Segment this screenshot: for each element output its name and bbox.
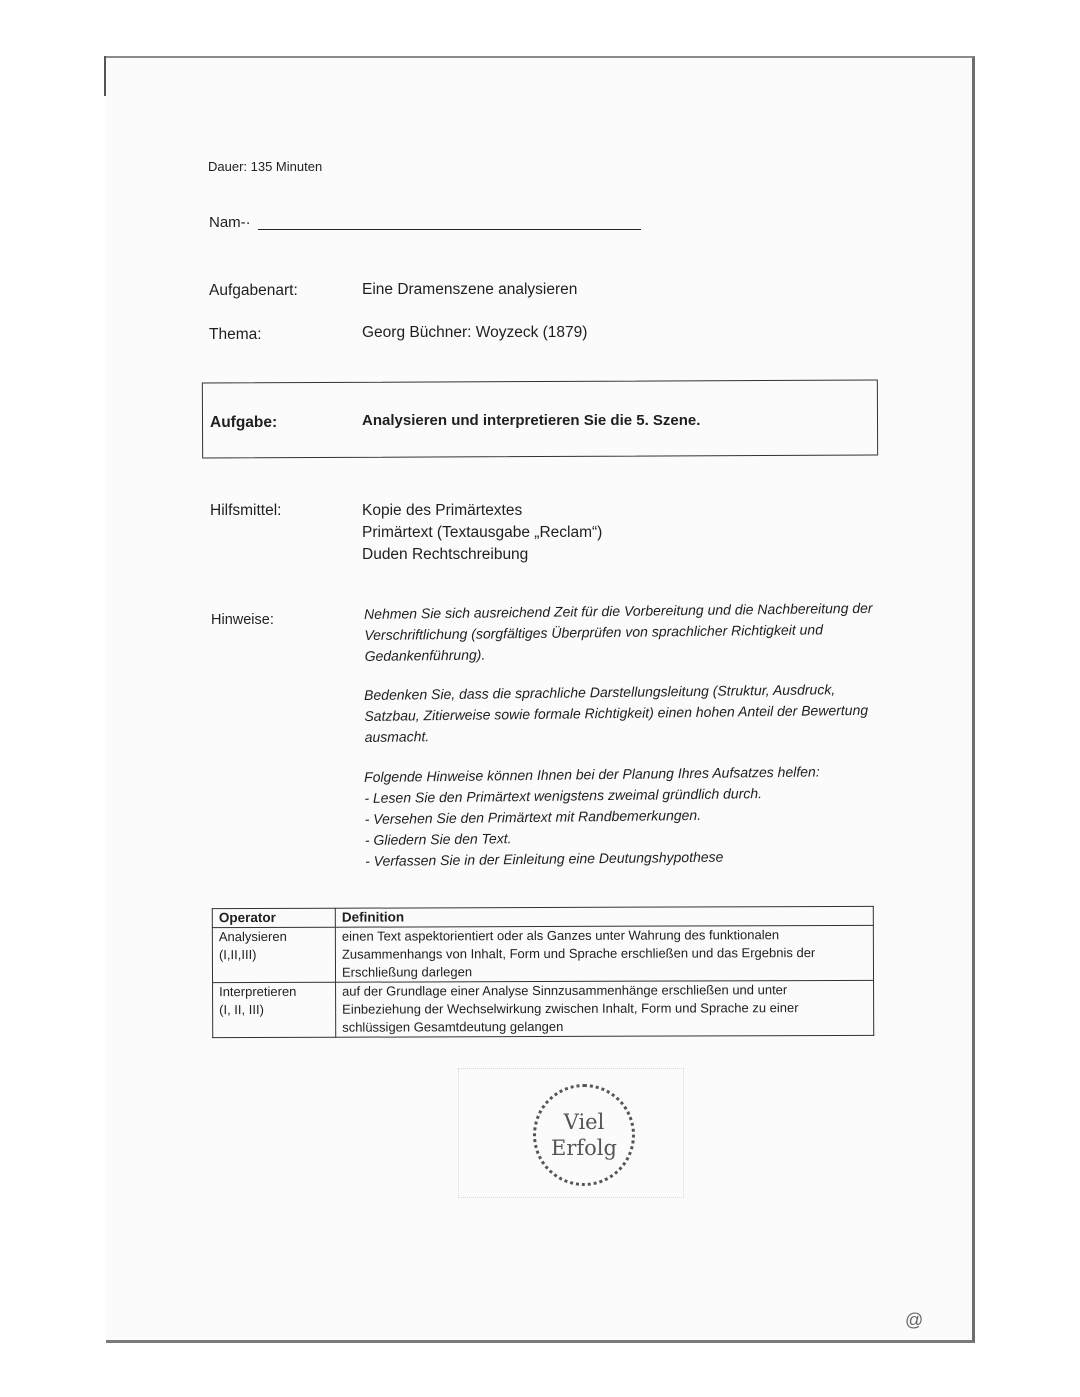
aids-item: Kopie des Primärtextes: [362, 502, 523, 519]
header-operator: Operator: [212, 908, 335, 927]
operator-levels: (I, II, III): [219, 1001, 264, 1018]
hints-intro: Folgende Hinweise können Ihnen bei der Planung Ihres Aufsatzes helfen:: [364, 763, 820, 785]
topic-value: Georg Büchner: Woyzeck (1879): [362, 324, 588, 341]
name-line: [258, 229, 641, 230]
operator-cell: [212, 927, 335, 982]
definition-cell: auf der Grundlage einer Analyse Sinnzusammenhänge erschließen und unter Einbeziehung der Wechselwirkung zwischen Inhalt, Form und Sprache zu einer schlüssigen Gesamtdeutung gelangen: [336, 980, 874, 1037]
task-label: Aufgabe:: [210, 414, 278, 431]
table-header-row: [212, 906, 873, 927]
hints-list-item: - Lesen Sie den Primärtext wenigstens zweimal gründlich durch.: [364, 785, 763, 806]
hints-text: Nehmen Sie sich ausreichend Zeit für die Vorbereitung und die Nachbereitung der Verschriftlichung (sorgfältiges Überprüfen von sprachlicher Richtigkeit und Gedankenführung).: [364, 599, 873, 664]
hints-paragraph-3: [364, 761, 875, 872]
hints-list-item: - Versehen Sie den Primärtext mit Randbemerkungen.: [364, 806, 702, 827]
definition-cell: einen Text aspektorientiert oder als Ganzes unter Wahrung des funktionalen Zusammenhangs von Inhalt, Form und Sprache erschließen und das Ergebnis der Erschließung darlegen: [335, 925, 873, 982]
table-row: [212, 925, 873, 982]
topic-label: Thema:: [209, 326, 262, 343]
task-text: Analysieren und interpretieren Sie die 5. Szene.: [362, 412, 701, 429]
operator-levels: (I,II,III): [218, 947, 257, 963]
operator-name: Interpretieren: [219, 983, 297, 1000]
aids-item: Duden Rechtschreibung: [362, 546, 529, 563]
duration-text: Dauer: 135 Minuten: [208, 159, 323, 174]
good-luck-stamp: [533, 1084, 635, 1186]
aids-item: Primärtext (Textausgabe „Reclam“): [362, 524, 603, 541]
operators-table: [212, 906, 874, 1038]
stamp-line-2: Erfolg: [551, 1136, 617, 1160]
operator-cell: [213, 982, 336, 1037]
hints-text: Bedenken Sie, dass die sprachliche Darstellungsleitung (Struktur, Ausdruck, Satzbau, Zitierweise sowie formale Richtigkeit) einen hohen Anteil der Bewertung ausmacht.: [364, 681, 869, 745]
hints-list-item: - Gliedern Sie den Text.: [364, 830, 512, 848]
header-definition: Definition: [335, 906, 873, 927]
aids-list: [362, 500, 602, 566]
table-row: [213, 980, 874, 1037]
hints-paragraph-1: [364, 598, 875, 667]
swirl-icon: @: [905, 1310, 924, 1330]
task-type-value: Eine Dramenszene analysieren: [362, 281, 578, 298]
task-type-label: Aufgabenart:: [209, 282, 298, 299]
name-label: Nam-·: [209, 214, 251, 231]
hints-list-item: - Verfassen Sie in der Einleitung eine Deutungshypothese: [365, 848, 724, 869]
operator-name: Analysieren: [218, 928, 287, 945]
hints-label: Hinweise:: [211, 612, 274, 628]
hints-paragraph-2: [364, 679, 875, 748]
aids-label: Hilfsmittel:: [210, 502, 282, 519]
stamp-line-1: Viel: [563, 1110, 605, 1134]
